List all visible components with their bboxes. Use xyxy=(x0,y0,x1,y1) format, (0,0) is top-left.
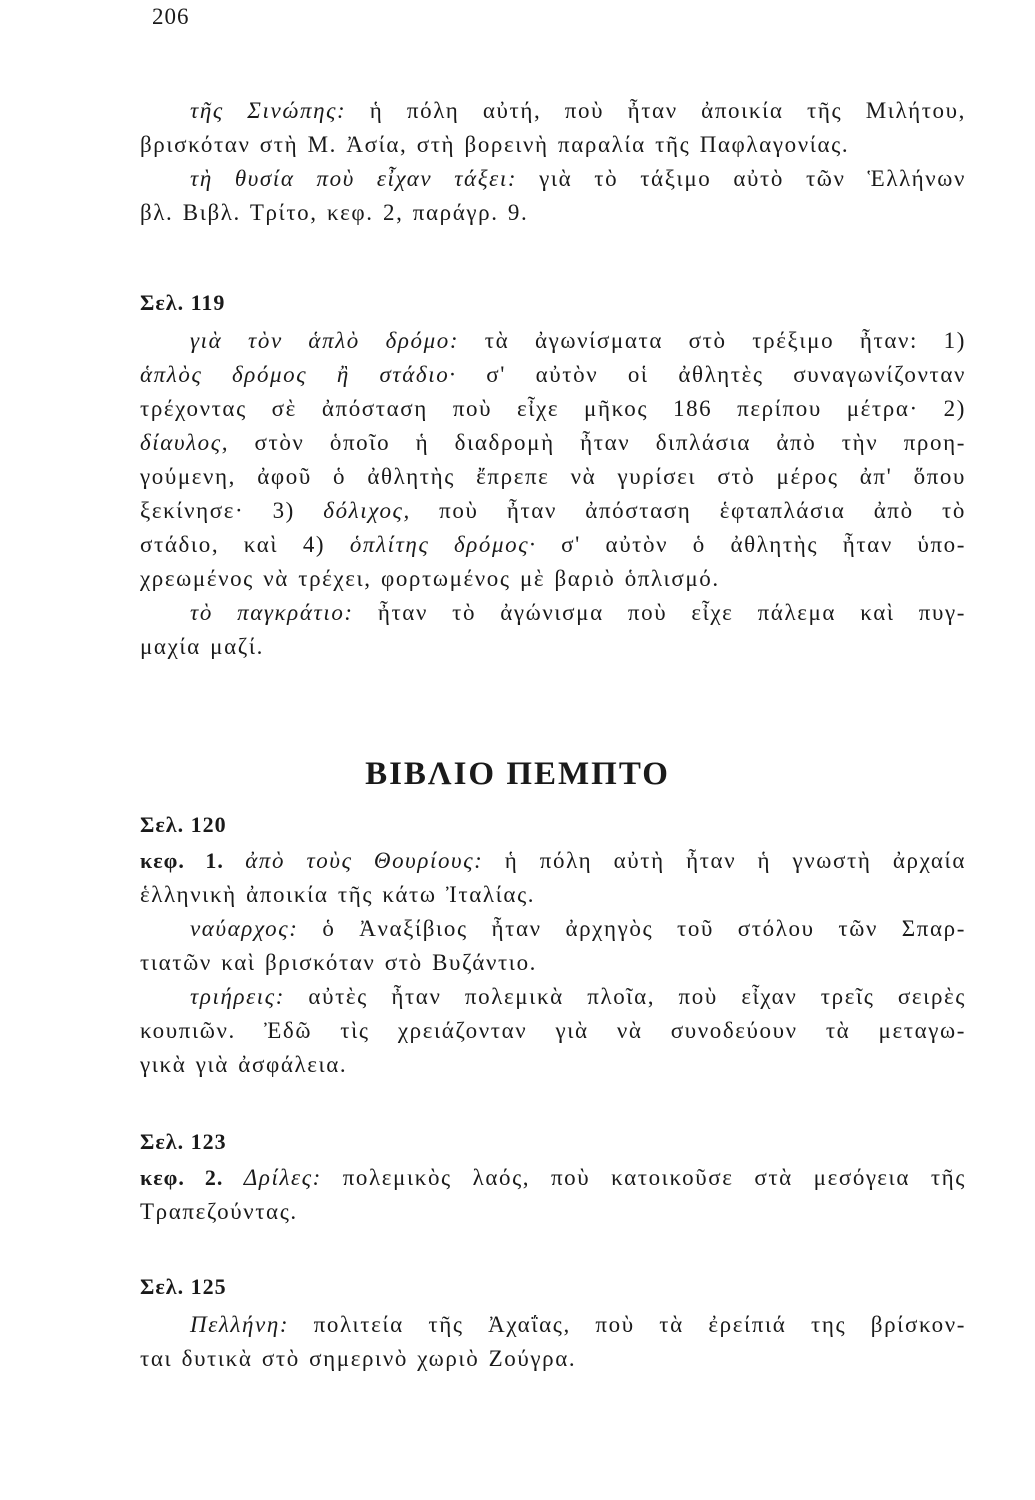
note-pankration: τὸ παγκράτιο: ἦταν τὸ ἀγώνισμα ποὺ εἶχε πάλεμα καὶ πυγ- μαχία μαζί. xyxy=(140,600,967,659)
book-heading: ΒΙΒΛΙΟ ΠΕΜΠΤΟ xyxy=(365,756,670,792)
note-drilae: κεφ. 2. Δρίλες: πολεμικὸς λαός, ποὺ κατοικοῦσε στὰ μεσόγεια τῆς Τραπεζούντας. xyxy=(140,1165,966,1224)
note-term: τῆς Σινώπης: xyxy=(190,98,347,123)
page-reference: Σελ. 123 xyxy=(140,1129,227,1154)
section-120 xyxy=(140,810,966,1082)
page-reference: Σελ. 120 xyxy=(140,812,227,837)
note-admiral: ναύαρχος: ὁ Ἀναξίβιος ἦταν ἀρχηγὸς τοῦ στόλου τῶν Σπαρ- τιατῶν καὶ βρισκόταν στὸ Βυζάντιο. xyxy=(140,916,966,975)
note-term: ναύαρχος: xyxy=(190,916,299,941)
note-simple-race: γιὰ τὸν ἁπλὸ δρόμο: τὰ ἀγωνίσματα στὸ τρέξιμο ἦταν: 1) ἁπλὸς δρόμος ἢ στάδιο· σ' αὐτὸν οἱ ἀθλητὲς συναγωνίζονταν τρέχοντας σὲ ἀπόσταση ποὺ εἶχε μῆκος 186 περίπου μέτρα· 2) δίαυλος, στὸν ὁποῖο ἡ διαδρομὴ ἦταν διπλάσια ἀπὸ τὴν προη- γούμενη, ἀφοῦ ὁ ἀθλητὴς ἔπρεπε νὰ γυρίσει στὸ μέρος ἀπ' ὅπου ξεκίνησε· 3) δόλιχος, ποὺ ἦταν ἀπόσταση ἑφταπλάσια ἀπὸ τὸ στάδιο, καὶ 4) ὁπλίτης δρόμος· σ' αὐτὸν ὁ ἀθλητὴς ἦταν ὑπο- χρεωμένος νὰ τρέχει, φορτωμένος μὲ βαριὸ ὁπλισμό. xyxy=(140,328,967,591)
note-term: τὸ παγκράτιο: xyxy=(190,600,354,625)
note-term: γιὰ τὸν ἁπλὸ δρόμο: xyxy=(190,328,460,353)
note-term: τριήρεις: xyxy=(190,984,285,1009)
note-sinope: τῆς Σινώπης: ἡ πόλη αὐτή, ποὺ ἦταν ἀποικία τῆς Μιλήτου, βρισκόταν στὴ Μ. Ἀσία, στὴ βορεινὴ παραλία τῆς Παφλαγονίας. xyxy=(140,98,966,157)
page-reference: Σελ. 125 xyxy=(140,1274,227,1299)
notes-top xyxy=(140,94,966,230)
note-triremes: τριήρεις: αὐτὲς ἦταν πολεμικὰ πλοῖα, ποὺ εἶχαν τρεῖς σειρὲς κουπιῶν. Ἐδῶ τὶς χρειάζονταν γιὰ νὰ συνοδεύουν τὰ μεταγω- γικὰ γιὰ ἀσφάλεια. xyxy=(140,984,966,1077)
note-thurii: κεφ. 1. ἀπὸ τοὺς Θουρίους: ἡ πόλη αὐτὴ ἦταν ἡ γνωστὴ ἀρχαία ἑλληνικὴ ἀποικία τῆς κάτω Ἰταλίας. xyxy=(140,848,966,907)
note-pellene: Πελλήνη: πολιτεία τῆς Ἀχαΐας, ποὺ τὰ ἐρείπιά της βρίσκον- ται δυτικὰ στὸ σημερινὸ χωριὸ Ζούγρα. xyxy=(140,1312,966,1371)
chapter-reference: κεφ. 1. xyxy=(140,848,224,873)
chapter-reference: κεφ. 2. xyxy=(140,1165,224,1190)
note-term: τὴ θυσία ποὺ εἶχαν τάξει: xyxy=(190,166,518,191)
section-123 xyxy=(140,1127,966,1229)
section-125 xyxy=(140,1272,966,1376)
page-number: 206 xyxy=(152,4,190,29)
note-sacrifice: τὴ θυσία ποὺ εἶχαν τάξει: γιὰ τὸ τάξιμο αὐτὸ τῶν Ἑλλήνων βλ. Βιβλ. Τρίτο, κεφ. 2, παράγρ. 9. xyxy=(140,166,966,225)
section-119 xyxy=(140,288,966,664)
note-term: Πελλήνη: xyxy=(190,1312,290,1337)
page-reference: Σελ. 119 xyxy=(140,290,226,315)
